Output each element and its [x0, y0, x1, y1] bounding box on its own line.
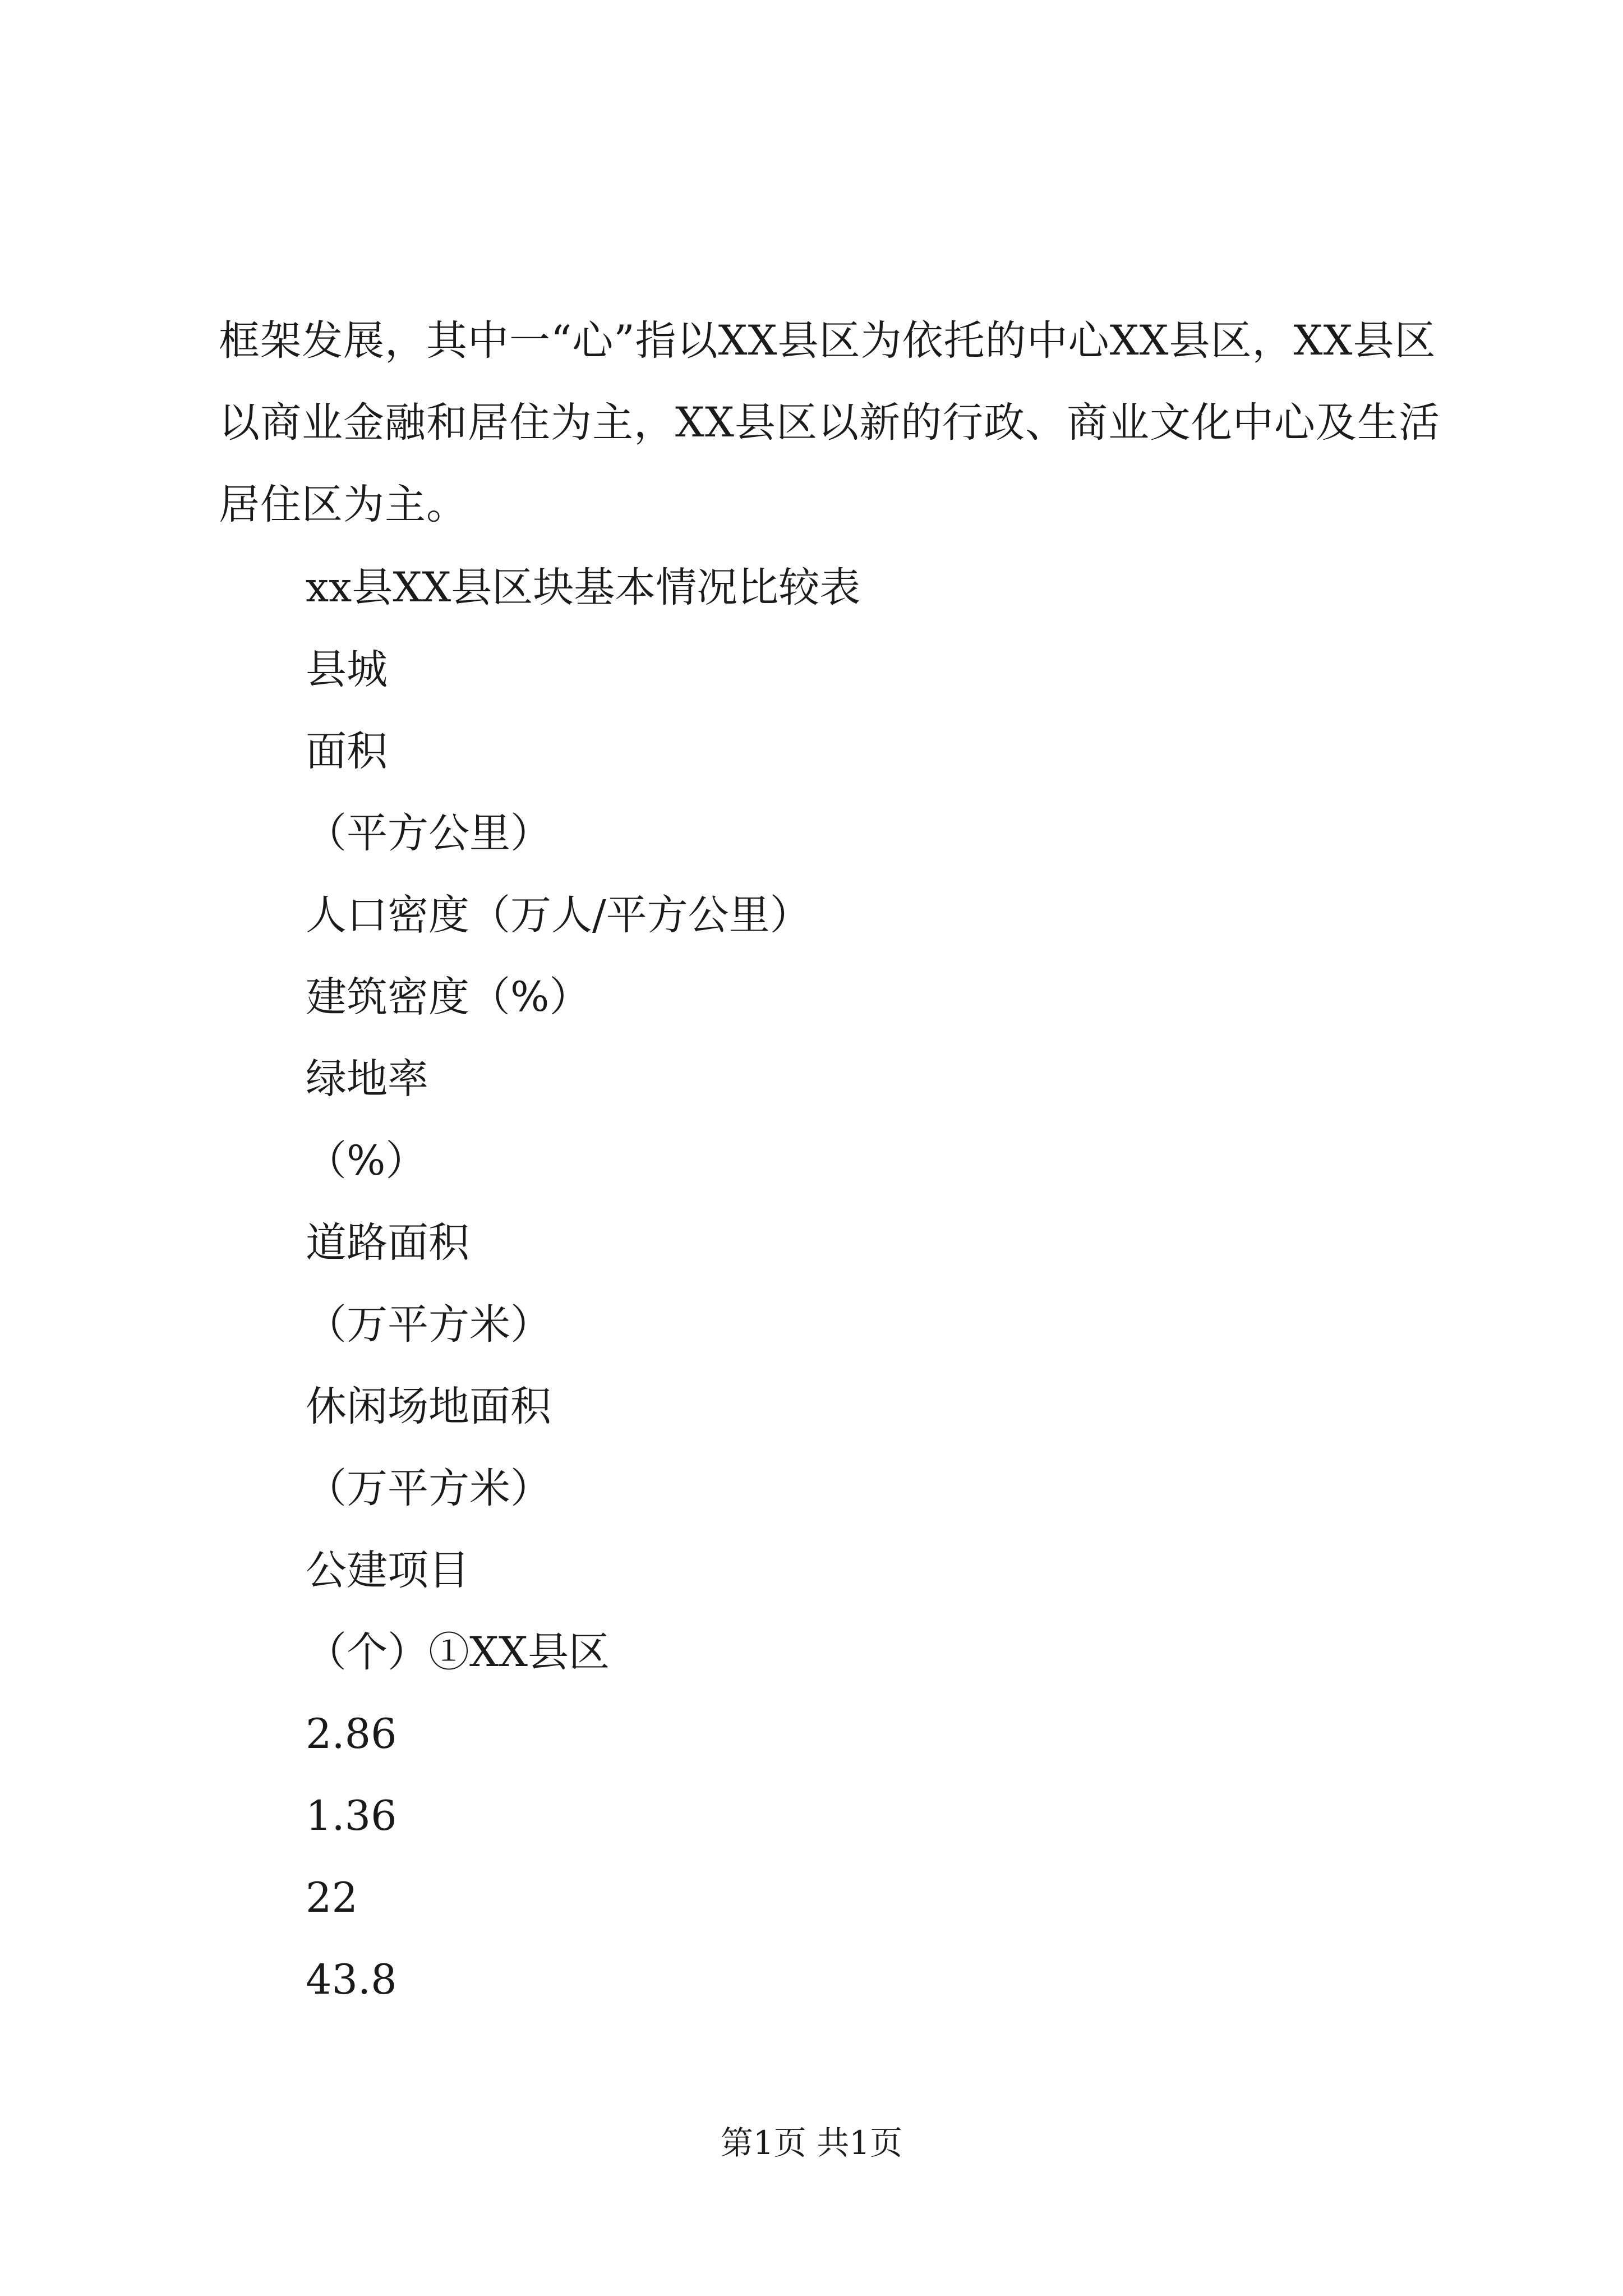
text-line: 面积 — [306, 728, 388, 775]
text-line: 建筑密度（%） — [306, 973, 591, 1021]
value-line: 22 — [306, 1874, 358, 1922]
text-line: 休闲场地面积 — [306, 1383, 551, 1430]
text-line: （个）①XX县区 — [306, 1628, 610, 1676]
value-line: 43.8 — [306, 1956, 397, 2004]
page-footer: 第1页 共1页 — [720, 2124, 903, 2162]
value-line: 1.36 — [306, 1792, 397, 1840]
value-line: 2.86 — [306, 1710, 397, 1758]
text-line: 道路面积 — [306, 1219, 469, 1267]
text-line: （%） — [306, 1137, 427, 1185]
table-title: xx县XX县区块基本情况比较表 — [306, 564, 861, 611]
text-line: （万平方米） — [306, 1301, 551, 1349]
text-line: 县城 — [306, 646, 388, 693]
table-text-lines — [306, 547, 1427, 2021]
text-line: （万平方米） — [306, 1465, 551, 1512]
intro-paragraph: 框架发展，其中一“心”指以XX县区为依托的中心XX县区，XX县区以商业金融和居住为主，XX县区以新的行政、商业文化中心及生活居住区为主。 — [219, 317, 1440, 528]
text-line: 绿地率 — [306, 1055, 428, 1103]
text-line: 人口密度（万人/平方公里） — [306, 891, 811, 939]
text-line: 公建项目 — [306, 1547, 469, 1594]
text-line: （平方公里） — [306, 809, 551, 857]
